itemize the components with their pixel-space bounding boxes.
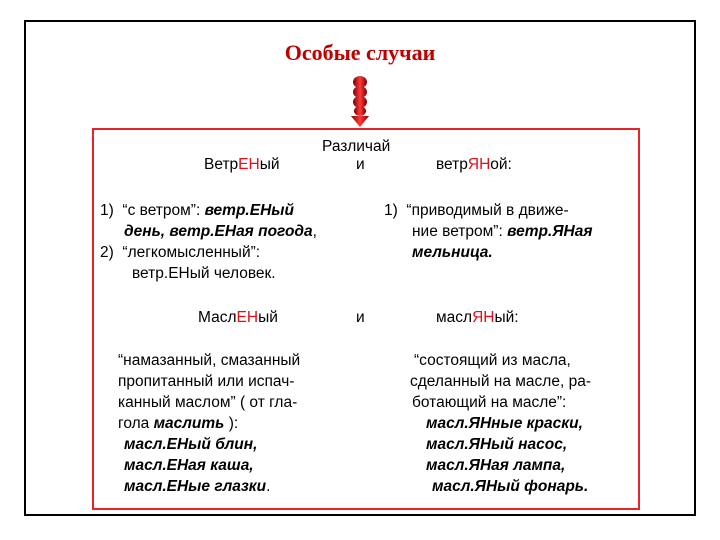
conjunction-2: и [356, 309, 365, 326]
left-example-3: масл.ЕНые глазки. [124, 478, 271, 495]
word-vetryanoi: ветрЯНой: [436, 156, 512, 173]
right-meaning-1: 1) “приводимый в движе- [384, 202, 569, 219]
down-arrow-icon [348, 76, 372, 128]
right-def-line-1: “состоящий из масла, [414, 352, 571, 369]
conjunction-1: и [356, 156, 365, 173]
right-example-4: масл.ЯНый фонарь. [432, 478, 589, 495]
right-meaning-1-example: мельница. [412, 244, 493, 261]
left-meaning-1: 1) “с ветром”: ветр.ЕНый [100, 202, 294, 219]
page-title: Особые случаи [284, 40, 436, 65]
left-def-line-3: канный маслом” ( от гла- [118, 394, 298, 411]
content-box [92, 128, 640, 510]
right-meaning-1-cont: ние ветром”: ветр.ЯНая [412, 223, 593, 240]
right-example-2: масл.ЯНый насос, [426, 436, 568, 453]
word-maslyanyi: маслЯНый: [436, 309, 519, 326]
left-def-line-1: “намазанный, смазанный [118, 352, 301, 369]
left-meaning-1-cont: день, ветр.ЕНая погода, [124, 223, 317, 240]
left-meaning-2-example: ветр.ЕНый человек. [132, 265, 276, 282]
right-def-line-3: ботающий на масле”: [412, 394, 567, 411]
right-example-1: масл.ЯНные краски, [426, 415, 583, 432]
left-def-line-4: гола маслить ): [118, 415, 239, 432]
right-example-3: масл.ЯНая лампа, [426, 457, 566, 474]
left-meaning-2: 2) “легкомысленный”: [100, 244, 261, 261]
left-def-line-2: пропитанный или испач- [118, 373, 295, 390]
distinguish-label: Различай [322, 138, 391, 155]
word-vetrenyi: ВетрЕНый [204, 156, 280, 173]
left-example-1: масл.ЕНый блин, [124, 436, 258, 453]
right-def-line-2: сделанный на масле, ра- [410, 373, 591, 390]
left-example-2: масл.ЕНая каша, [124, 457, 254, 474]
word-maslenyi: МаслЕНый [198, 309, 278, 326]
